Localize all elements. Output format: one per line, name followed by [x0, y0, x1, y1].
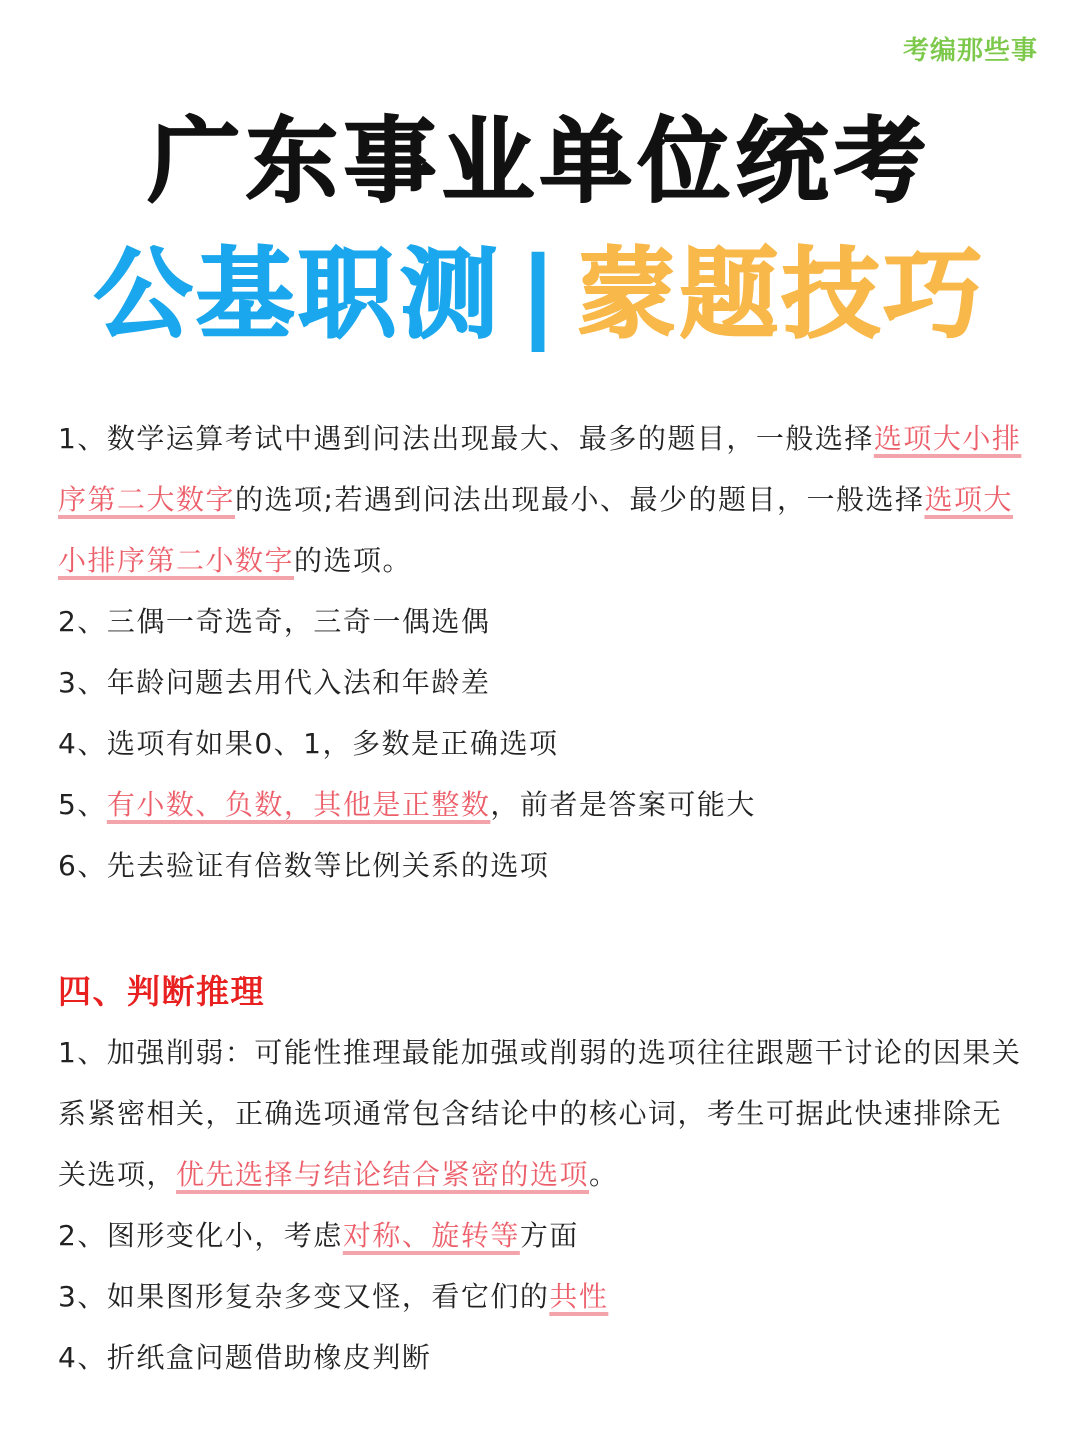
reasoning-tip-1	[58, 1022, 1028, 1205]
reasoning-tip-4: 4、折纸盒问题借助橡皮判断	[58, 1341, 432, 1374]
subtitle-right: 蒙题技巧	[577, 238, 986, 352]
tip-text: 的选项。	[294, 544, 413, 577]
subtitle-left: 公基职测	[94, 238, 503, 352]
math-tip-3: 3、年龄问题去用代入法和年龄差	[58, 666, 491, 699]
tip-text: ，前者是答案可能大	[490, 788, 756, 821]
math-tip-4: 4、选项有如果0、1，多数是正确选项	[58, 727, 559, 760]
article-body	[58, 408, 1028, 1388]
highlight-text: 对称、旋转等	[342, 1219, 520, 1252]
tip-text: 2、图形变化小，考虑	[58, 1219, 343, 1252]
subtitle-separator: |	[520, 238, 560, 352]
page-subtitle	[0, 240, 1080, 350]
tip-text: 的选项;若遇到问法出现最小、最少的题目，一般选择	[235, 483, 925, 516]
highlight-text: 共性	[549, 1280, 609, 1313]
reasoning-tip-3	[58, 1266, 1028, 1327]
section-heading-reasoning: 四、判断推理	[58, 972, 265, 1011]
math-tip-5	[58, 774, 1028, 835]
tip-text: 3、如果图形复杂多变又怪，看它们的	[58, 1280, 550, 1313]
math-tip-1	[58, 408, 1028, 591]
page-title: 广东事业单位统考	[147, 108, 932, 215]
math-tip-2: 2、三偶一奇选奇，三奇一偶选偶	[58, 605, 491, 638]
tip-text: 方面	[519, 1219, 579, 1252]
tip-text: 。	[589, 1158, 619, 1191]
math-tip-6: 6、先去验证有倍数等比例关系的选项	[58, 849, 550, 882]
highlight-text: 优先选择与结论结合紧密的选项	[176, 1158, 590, 1191]
highlight-text: 选项大小排序第二大数字	[58, 422, 1022, 516]
highlight-text: 选项大小排序第二小数字	[58, 483, 1013, 577]
tip-text: 1、加强削弱：可能性推理最能加强或削弱的选项往往跟题干讨论的因果关系紧密相关，正确选项通常包含结论中的核心词，考生可据此快速排除无关选项，	[58, 1036, 1022, 1191]
tip-text: 5、	[58, 788, 107, 821]
tip-text: 1、数学运算考试中遇到问法出现最大、最多的题目，一般选择	[58, 422, 874, 455]
watermark-text: 考编那些事	[902, 36, 1038, 66]
highlight-text: 有小数、负数，其他是正整数	[106, 788, 491, 821]
reasoning-tip-2	[58, 1205, 1028, 1266]
